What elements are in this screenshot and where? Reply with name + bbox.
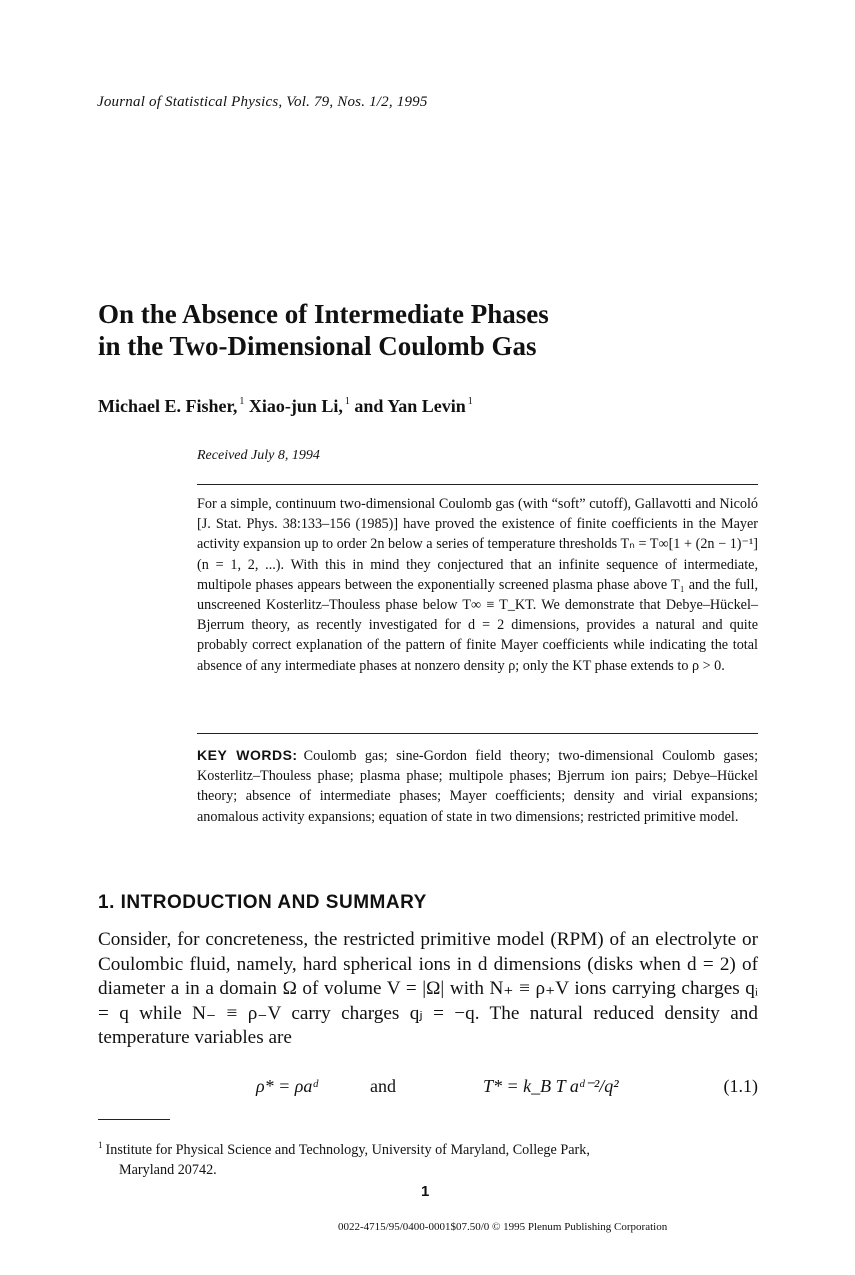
keywords-block — [197, 745, 758, 827]
affiliation-mark: 1 — [239, 396, 245, 407]
footnote-line-1: Institute for Physical Science and Technology, University of Maryland, College Park, — [105, 1142, 590, 1158]
keywords-list: Coulomb gas; sine-Gordon field theory; two-dimensional Coulomb gases; Kosterlitz–Thouless phase; plasma phase; multipole phases; Bjerrum ion pairs; Debye–Hückel theory; absence of intermediate phases; Mayer coefficients; density and virial expansions; anomalous activity expansions; equation of state in two dimensions; restricted primitive model. — [197, 748, 759, 825]
keywords-label: KEY WORDS: — [197, 747, 298, 763]
article-title — [98, 298, 549, 362]
equation-left: ρ* = ρaᵈ — [256, 1076, 319, 1096]
footnote — [98, 1135, 758, 1180]
author-name: Michael E. Fisher, — [98, 396, 238, 416]
author-name: and Yan Levin — [354, 396, 466, 416]
abstract-bottom-rule — [197, 733, 758, 734]
title-line-1: On the Absence of Intermediate Phases — [98, 299, 549, 329]
footnote-line-2: Maryland 20742. — [119, 1162, 217, 1178]
abstract: For a simple, continuum two-dimensional Coulomb gas (with “soft” cutoff), Gallavotti and Nicoló [J. Stat. Phys. 38:133–156 (1985)] have proved the existence of finite coefficients in the Mayer activity expansion up to order 2n below a series of temperature thresholds Tₙ = T∞[1 + (2n − 1)⁻¹] (n = 1, 2, ...). With this in mind they conjectured that an infinite sequence of intermediate, multipole phases appears between the exponentially screened plasma phase above T₁ and the full, unscreened Kosterlitz–Thouless phase below T∞ ≡ T_KT. We demonstrate that Debye–Hückel–Bjerrum theory, as recently investigated for d = 2 dimensions, provides a natural and quite probably correct explanation of the pattern of finite Mayer coefficients while indicating the total absence of any intermediate phases at nonzero density ρ; only the KT phase extends to ρ > 0. — [197, 496, 758, 674]
equation-right: T* = k_B T aᵈ⁻²/q² — [483, 1076, 619, 1096]
page-number: 1 — [421, 1183, 430, 1200]
copyright-line: 0022-4715/95/0400-0001$07.50/0 © 1995 Plenum Publishing Corporation — [338, 1221, 668, 1233]
abstract-top-rule — [197, 484, 758, 485]
footnote-rule — [98, 1119, 170, 1120]
received-date: Received July 8, 1994 — [197, 448, 320, 463]
equation-number: (1.1) — [723, 1076, 758, 1096]
affiliation-mark: 1 — [344, 396, 350, 407]
author-name: Xiao-jun Li, — [248, 396, 343, 416]
author-list — [98, 396, 473, 417]
title-line-2: in the Two-Dimensional Coulomb Gas — [98, 331, 537, 361]
affiliation-mark: 1 — [467, 396, 473, 407]
journal-header: Journal of Statistical Physics, Vol. 79, Nos. 1/2, 1995 — [97, 94, 428, 110]
footnote-mark: 1 — [98, 1140, 103, 1150]
equation-connector: and — [370, 1076, 396, 1096]
equation-1-1 — [98, 1076, 758, 1102]
intro-paragraph: Consider, for concreteness, the restricted primitive model (RPM) of an electrolyte or Coulombic fluid, namely, hard spherical ions in d dimensions (disks when d = 2) of diameter a in a domain Ω of volume V = |Ω| with N₊ ≡ ρ₊V ions carrying charges qᵢ = q while N₋ ≡ ρ₋V carry charges qⱼ = −q. The natural reduced density and temperature variables are — [98, 929, 758, 1049]
section-heading: 1. INTRODUCTION AND SUMMARY — [98, 892, 427, 913]
